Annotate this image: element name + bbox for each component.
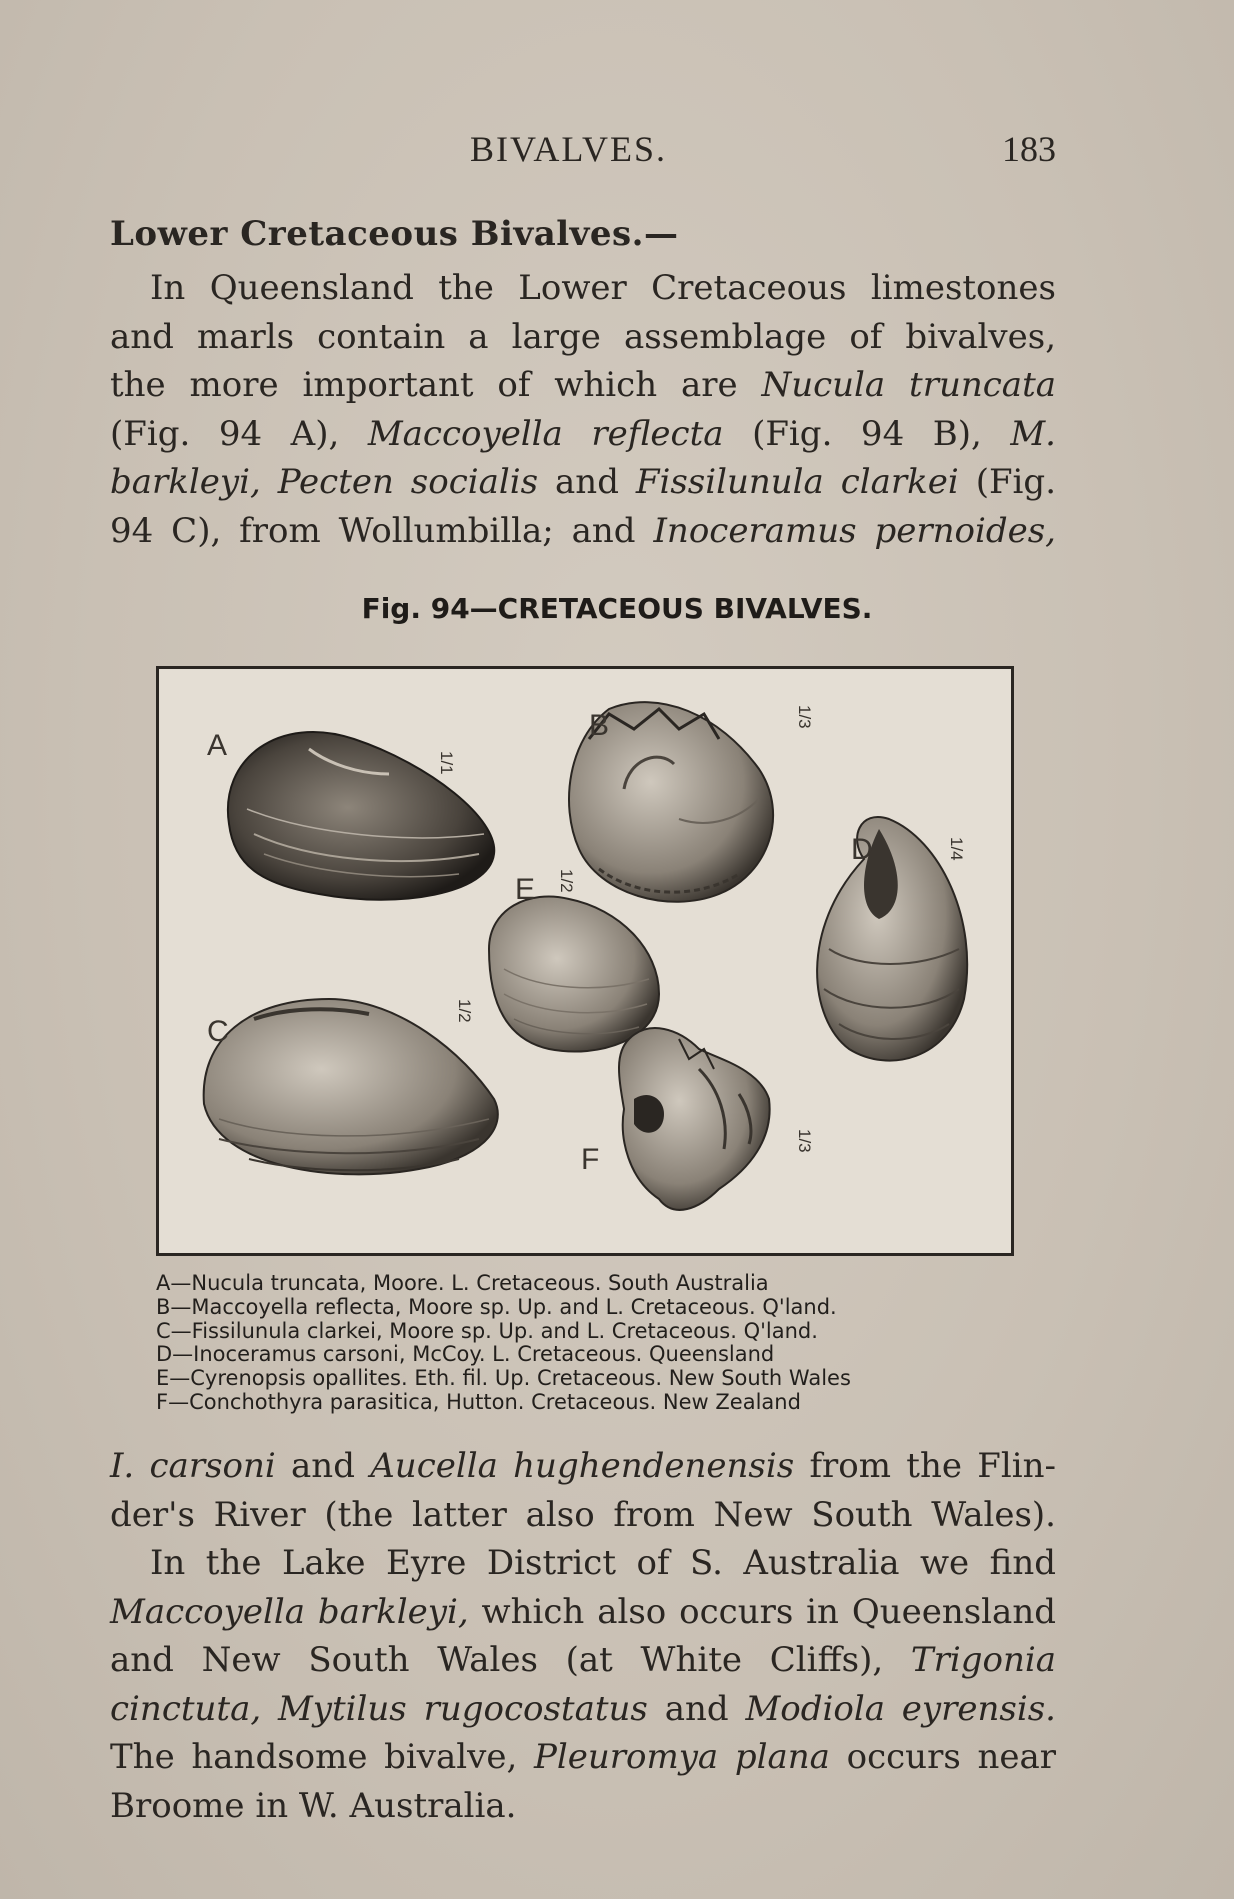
label-e: E [515,873,536,906]
caption-line: C—Fissilunula clarkei, Moore sp. Up. and L. Cretaceous. Q'land. [156,1318,818,1343]
page-number: 183 [1002,129,1056,169]
shell-c [204,999,498,1174]
text-line: barkleyi, Pecten socialis and Fissilunula clarkei (Fig. [110,462,1056,502]
paragraph-continued [110,1442,1056,1830]
scale-e: 1/2 [557,869,576,893]
running-head: BIVALVES. [470,129,668,169]
shell-d [817,817,967,1061]
scale-b: 1/3 [795,705,814,729]
figure-plate [156,666,1014,1256]
section-heading: Lower Cretaceous Bivalves.— [110,214,679,254]
text-line: cinctuta, Mytilus rugocostatus and Modiola eyrensis. [110,1688,1056,1729]
figure-captions [156,1272,1056,1415]
text-line: The handsome bivalve, Pleuromya plana occurs near [110,1737,1056,1777]
label-f: F [581,1143,600,1176]
text-line: 94 C), from Wollumbilla; and Inoceramus pernoides, [110,510,1056,551]
caption-line: A—Nucula truncata, Moore. L. Cretaceous. South Australia [156,1271,769,1295]
text-line: Broome in W. Australia. [110,1785,517,1826]
text-line: In Queensland the Lower Cretaceous limestones [150,268,1056,308]
shell-e [489,896,659,1051]
text-line: and marls contain a large assemblage of bivalves, [110,316,1056,357]
scale-c: 1/2 [455,999,474,1023]
text-line: I. carsoni and Aucella hughendenensis from the Flin- [110,1446,1056,1486]
caption-line: B—Maccoyella reflecta, Moore sp. Up. and L. Cretaceous. Q'land. [156,1294,837,1319]
scale-f: 1/3 [795,1129,814,1153]
text-line: der's River (the latter also from New South Wales). [110,1494,1056,1535]
label-b: B [589,709,610,742]
caption-line: F—Conchothyra parasitica, Hutton. Cretaceous. New Zealand [156,1389,801,1414]
scale-a: 1/1 [437,751,456,775]
text-line: In the Lake Eyre District of S. Australia we find [150,1543,1056,1583]
shell-f [619,1028,770,1210]
figure-title: Fig. 94—CRETACEOUS BIVALVES. [361,592,873,625]
text-line: Maccoyella barkleyi, which also occurs in Queensland [110,1591,1056,1632]
text-line: the more important of which are Nucula truncata [110,365,1057,405]
text-line: (Fig. 94 A), Maccoyella reflecta (Fig. 94 B), M. [110,413,1056,454]
caption-line: E—Cyrenopsis opallites. Eth. fil. Up. Cretaceous. New South Wales [156,1366,851,1391]
caption-line: D—Inoceramus carsoni, McCoy. L. Cretaceous. Queensland [156,1342,775,1367]
paragraph-intro [110,264,1056,555]
label-d: D [851,833,873,866]
label-c: C [207,1015,229,1048]
text-line: and New South Wales (at White Cliffs), Trigonia [110,1640,1056,1680]
label-a: A [207,729,228,762]
scale-d: 1/4 [947,837,966,861]
page-header [110,128,1056,178]
